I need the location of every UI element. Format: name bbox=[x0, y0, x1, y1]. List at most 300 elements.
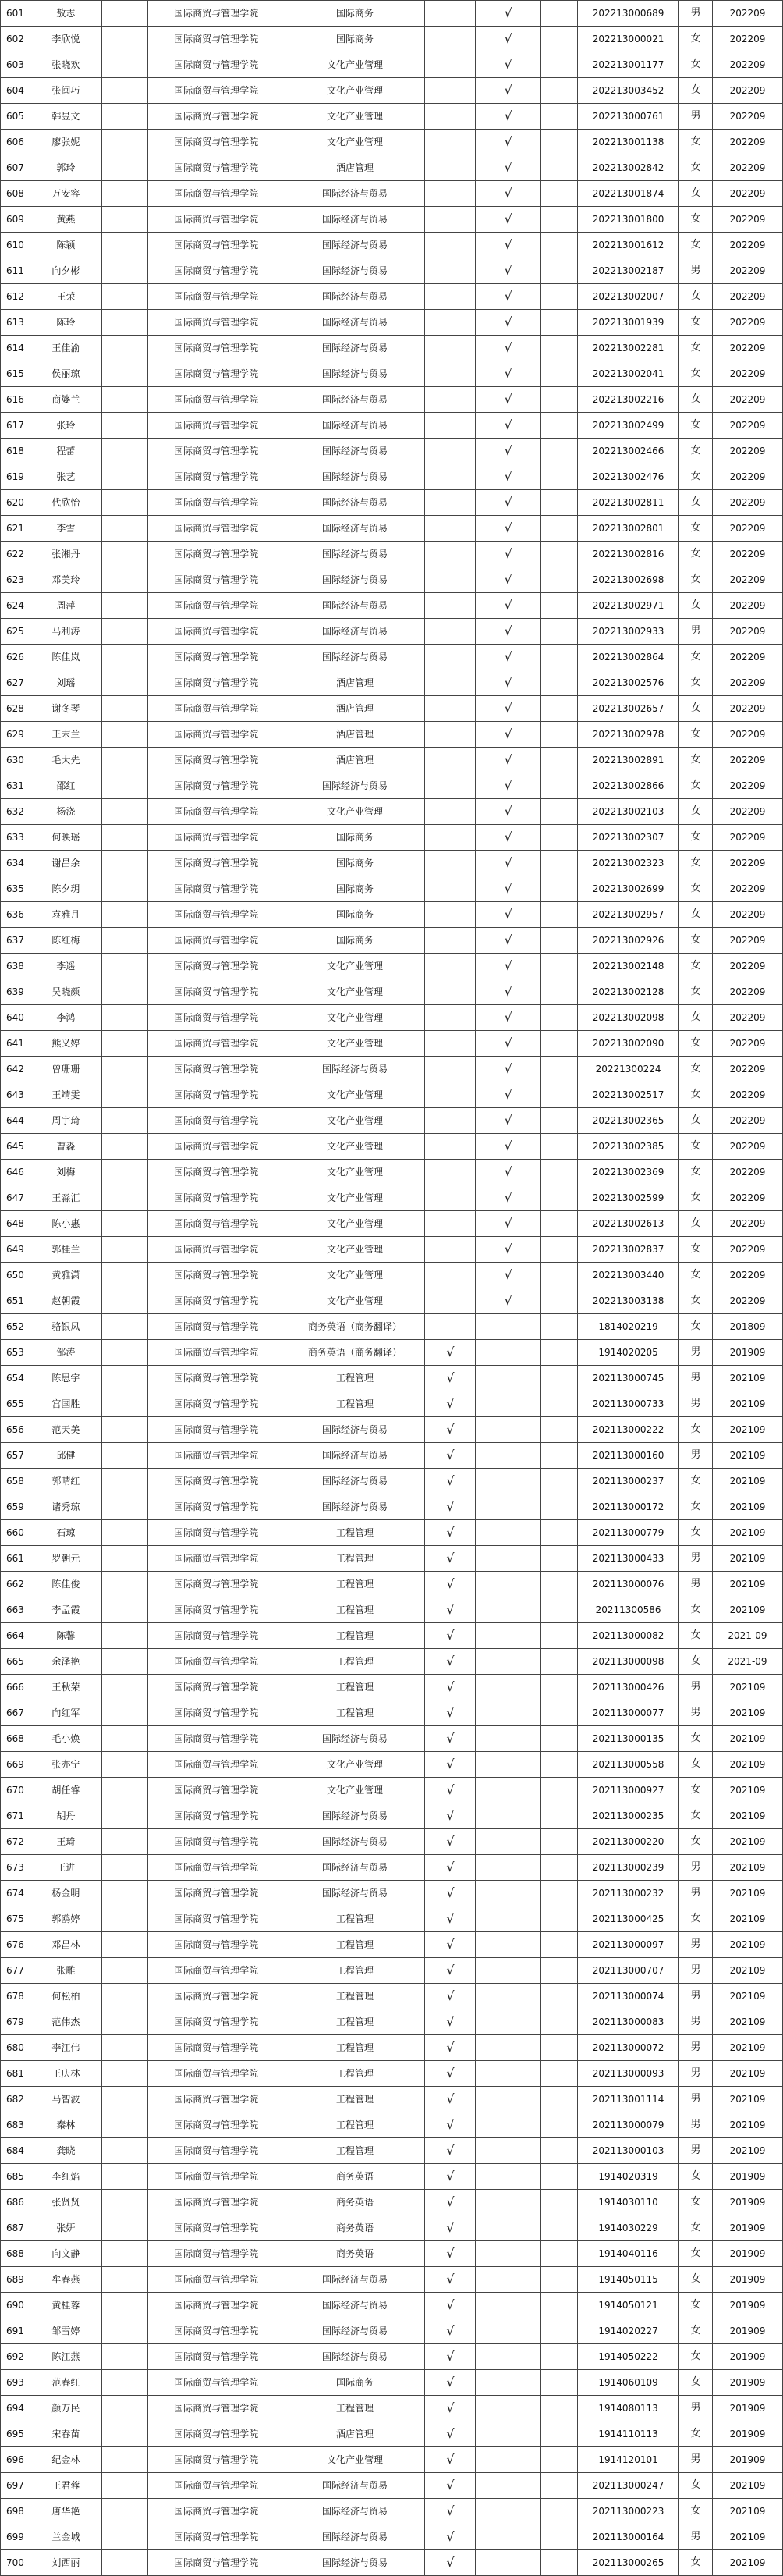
table-row bbox=[1, 258, 783, 284]
student-id-cell: 1914080113 bbox=[578, 2396, 679, 2421]
check-col-c-cell bbox=[541, 1597, 578, 1623]
student-name-cell: 张雕 bbox=[30, 1958, 101, 1984]
student-name-cell: 秦林 bbox=[30, 2112, 101, 2138]
check-col-b-cell: √ bbox=[476, 52, 541, 78]
student-name-cell: 邵红 bbox=[30, 773, 101, 799]
student-name-cell: 邱健 bbox=[30, 1443, 101, 1469]
blank-cell bbox=[101, 542, 147, 567]
sex-cell: 女 bbox=[679, 773, 713, 799]
student-name-cell: 何映瑶 bbox=[30, 825, 101, 851]
blank-cell bbox=[101, 1, 147, 27]
check-col-a-cell bbox=[425, 1005, 476, 1031]
student-id-cell: 202213002837 bbox=[578, 1237, 679, 1263]
blank-cell bbox=[101, 310, 147, 336]
check-col-c-cell bbox=[541, 464, 578, 490]
sex-cell: 女 bbox=[679, 851, 713, 876]
student-name-cell: 熊义婷 bbox=[30, 1031, 101, 1057]
check-col-a-cell: √ bbox=[425, 1391, 476, 1417]
student-id-cell: 202213002307 bbox=[578, 825, 679, 851]
table-row bbox=[1, 2524, 783, 2550]
table-row bbox=[1, 1082, 783, 1108]
row-number-cell: 658 bbox=[1, 1469, 30, 1494]
sex-cell: 女 bbox=[679, 567, 713, 593]
check-col-c-cell bbox=[541, 1778, 578, 1803]
student-id-cell: 202213002978 bbox=[578, 722, 679, 748]
check-col-a-cell: √ bbox=[425, 1546, 476, 1572]
sex-cell: 男 bbox=[679, 1984, 713, 2009]
student-name-cell: 侯丽琼 bbox=[30, 361, 101, 387]
check-col-a-cell bbox=[425, 825, 476, 851]
blank-cell bbox=[101, 181, 147, 207]
table-row bbox=[1, 773, 783, 799]
table-row bbox=[1, 1417, 783, 1443]
student-name-cell: 刘梅 bbox=[30, 1160, 101, 1185]
sex-cell: 女 bbox=[679, 1417, 713, 1443]
enroll-cohort-cell: 201909 bbox=[712, 2396, 782, 2421]
major-cell: 国际经济与贸易 bbox=[285, 1803, 425, 1829]
check-col-b-cell: √ bbox=[476, 490, 541, 516]
college-cell: 国际商贸与管理学院 bbox=[147, 567, 285, 593]
student-id-cell: 202113000083 bbox=[578, 2009, 679, 2035]
enroll-cohort-cell: 202209 bbox=[712, 825, 782, 851]
student-name-cell: 郭鸥婷 bbox=[30, 1906, 101, 1932]
check-col-a-cell bbox=[425, 155, 476, 181]
check-col-b-cell: √ bbox=[476, 722, 541, 748]
blank-cell bbox=[101, 1108, 147, 1134]
table-row bbox=[1, 1675, 783, 1700]
student-name-cell: 陈玲 bbox=[30, 310, 101, 336]
student-name-cell: 吴晓颜 bbox=[30, 979, 101, 1005]
row-number-cell: 684 bbox=[1, 2138, 30, 2164]
check-col-b-cell: √ bbox=[476, 1211, 541, 1237]
student-id-cell: 202213002957 bbox=[578, 902, 679, 928]
enroll-cohort-cell: 202109 bbox=[712, 1984, 782, 2009]
major-cell: 文化产业管理 bbox=[285, 1005, 425, 1031]
check-col-c-cell bbox=[541, 1263, 578, 1288]
major-cell: 文化产业管理 bbox=[285, 954, 425, 979]
college-cell: 国际商贸与管理学院 bbox=[147, 2550, 285, 2576]
row-number-cell: 699 bbox=[1, 2524, 30, 2550]
college-cell: 国际商贸与管理学院 bbox=[147, 2318, 285, 2344]
college-cell: 国际商贸与管理学院 bbox=[147, 902, 285, 928]
enroll-cohort-cell: 202209 bbox=[712, 1160, 782, 1185]
enroll-cohort-cell: 202109 bbox=[712, 2087, 782, 2112]
sex-cell: 男 bbox=[679, 1855, 713, 1881]
major-cell: 工程管理 bbox=[285, 1623, 425, 1649]
college-cell: 国际商贸与管理学院 bbox=[147, 1469, 285, 1494]
student-name-cell: 牟春燕 bbox=[30, 2267, 101, 2293]
enroll-cohort-cell: 202109 bbox=[712, 2550, 782, 2576]
major-cell: 文化产业管理 bbox=[285, 1108, 425, 1134]
check-col-a-cell bbox=[425, 902, 476, 928]
check-col-b-cell bbox=[476, 2267, 541, 2293]
student-id-cell: 202213002090 bbox=[578, 1031, 679, 1057]
check-col-a-cell bbox=[425, 851, 476, 876]
check-col-b-cell: √ bbox=[476, 1082, 541, 1108]
check-col-c-cell bbox=[541, 1160, 578, 1185]
table-row bbox=[1, 1263, 783, 1288]
college-cell: 国际商贸与管理学院 bbox=[147, 2164, 285, 2190]
sex-cell: 女 bbox=[679, 2293, 713, 2318]
student-id-cell: 202113000072 bbox=[578, 2035, 679, 2061]
major-cell: 国际商务 bbox=[285, 876, 425, 902]
college-cell: 国际商贸与管理学院 bbox=[147, 1546, 285, 1572]
student-name-cell: 王佳渝 bbox=[30, 336, 101, 361]
table-row bbox=[1, 2009, 783, 2035]
enroll-cohort-cell: 202109 bbox=[712, 1906, 782, 1932]
blank-cell bbox=[101, 155, 147, 181]
student-id-cell: 202213002801 bbox=[578, 516, 679, 542]
major-cell: 工程管理 bbox=[285, 1597, 425, 1623]
major-cell: 国际经济与贸易 bbox=[285, 1417, 425, 1443]
check-col-a-cell bbox=[425, 1237, 476, 1263]
sex-cell: 女 bbox=[679, 722, 713, 748]
blank-cell bbox=[101, 1881, 147, 1906]
major-cell: 酒店管理 bbox=[285, 2421, 425, 2447]
college-cell: 国际商贸与管理学院 bbox=[147, 954, 285, 979]
blank-cell bbox=[101, 2344, 147, 2370]
enroll-cohort-cell: 201909 bbox=[712, 2344, 782, 2370]
row-number-cell: 669 bbox=[1, 1752, 30, 1778]
sex-cell: 女 bbox=[679, 52, 713, 78]
check-col-a-cell: √ bbox=[425, 2421, 476, 2447]
check-col-a-cell bbox=[425, 876, 476, 902]
row-number-cell: 617 bbox=[1, 413, 30, 439]
check-col-a-cell: √ bbox=[425, 1597, 476, 1623]
major-cell: 酒店管理 bbox=[285, 670, 425, 696]
student-id-cell: 202113000172 bbox=[578, 1494, 679, 1520]
check-col-b-cell: √ bbox=[476, 670, 541, 696]
blank-cell bbox=[101, 1675, 147, 1700]
major-cell: 国际商务 bbox=[285, 902, 425, 928]
check-col-c-cell bbox=[541, 902, 578, 928]
college-cell: 国际商贸与管理学院 bbox=[147, 2138, 285, 2164]
table-row bbox=[1, 645, 783, 670]
student-name-cell: 范伟杰 bbox=[30, 2009, 101, 2035]
sex-cell: 男 bbox=[679, 2061, 713, 2087]
student-name-cell: 曹淼 bbox=[30, 1134, 101, 1160]
student-name-cell: 谢冬琴 bbox=[30, 696, 101, 722]
check-col-b-cell bbox=[476, 1391, 541, 1417]
table-row bbox=[1, 593, 783, 619]
sex-cell: 男 bbox=[679, 1932, 713, 1958]
sex-cell: 女 bbox=[679, 645, 713, 670]
blank-cell bbox=[101, 1237, 147, 1263]
row-number-cell: 660 bbox=[1, 1520, 30, 1546]
college-cell: 国际商贸与管理学院 bbox=[147, 2293, 285, 2318]
blank-cell bbox=[101, 464, 147, 490]
check-col-b-cell: √ bbox=[476, 1185, 541, 1211]
check-col-a-cell: √ bbox=[425, 2164, 476, 2190]
sex-cell: 女 bbox=[679, 2499, 713, 2524]
check-col-c-cell bbox=[541, 593, 578, 619]
check-col-b-cell: √ bbox=[476, 439, 541, 464]
check-col-c-cell bbox=[541, 1340, 578, 1366]
college-cell: 国际商贸与管理学院 bbox=[147, 1005, 285, 1031]
student-id-cell: 1914050222 bbox=[578, 2344, 679, 2370]
sex-cell: 女 bbox=[679, 284, 713, 310]
sex-cell: 女 bbox=[679, 2164, 713, 2190]
sex-cell: 男 bbox=[679, 1366, 713, 1391]
sex-cell: 女 bbox=[679, 593, 713, 619]
student-id-cell: 202213002816 bbox=[578, 542, 679, 567]
check-col-a-cell: √ bbox=[425, 2370, 476, 2396]
table-row bbox=[1, 439, 783, 464]
row-number-cell: 659 bbox=[1, 1494, 30, 1520]
table-row bbox=[1, 1108, 783, 1134]
sex-cell: 女 bbox=[679, 130, 713, 155]
student-name-cell: 郭晴红 bbox=[30, 1469, 101, 1494]
college-cell: 国际商贸与管理学院 bbox=[147, 2009, 285, 2035]
row-number-cell: 697 bbox=[1, 2473, 30, 2499]
check-col-c-cell bbox=[541, 2318, 578, 2344]
table-row bbox=[1, 2447, 783, 2473]
check-col-b-cell bbox=[476, 2318, 541, 2344]
enroll-cohort-cell: 201909 bbox=[712, 2293, 782, 2318]
blank-cell bbox=[101, 722, 147, 748]
major-cell: 国际经济与贸易 bbox=[285, 1726, 425, 1752]
check-col-b-cell: √ bbox=[476, 748, 541, 773]
check-col-a-cell bbox=[425, 464, 476, 490]
check-col-c-cell bbox=[541, 1082, 578, 1108]
check-col-a-cell: √ bbox=[425, 1984, 476, 2009]
table-row bbox=[1, 2550, 783, 2576]
row-number-cell: 621 bbox=[1, 516, 30, 542]
student-name-cell: 袁雅月 bbox=[30, 902, 101, 928]
major-cell: 国际商务 bbox=[285, 928, 425, 954]
check-col-b-cell bbox=[476, 2524, 541, 2550]
student-name-cell: 张湘丹 bbox=[30, 542, 101, 567]
student-id-cell: 1914050121 bbox=[578, 2293, 679, 2318]
check-col-c-cell bbox=[541, 361, 578, 387]
check-col-b-cell: √ bbox=[476, 464, 541, 490]
enroll-cohort-cell: 202209 bbox=[712, 336, 782, 361]
major-cell: 国际经济与贸易 bbox=[285, 1881, 425, 1906]
blank-cell bbox=[101, 1778, 147, 1803]
table-row bbox=[1, 1803, 783, 1829]
enroll-cohort-cell: 202109 bbox=[712, 1855, 782, 1881]
check-col-b-cell bbox=[476, 1906, 541, 1932]
check-col-c-cell bbox=[541, 2524, 578, 2550]
blank-cell bbox=[101, 284, 147, 310]
student-id-cell: 202213001939 bbox=[578, 310, 679, 336]
row-number-cell: 687 bbox=[1, 2215, 30, 2241]
check-col-c-cell bbox=[541, 2164, 578, 2190]
blank-cell bbox=[101, 1752, 147, 1778]
enroll-cohort-cell: 202109 bbox=[712, 1700, 782, 1726]
enroll-cohort-cell: 202109 bbox=[712, 1443, 782, 1469]
college-cell: 国际商贸与管理学院 bbox=[147, 78, 285, 104]
row-number-cell: 646 bbox=[1, 1160, 30, 1185]
check-col-b-cell bbox=[476, 2550, 541, 2576]
sex-cell: 男 bbox=[679, 619, 713, 645]
check-col-c-cell bbox=[541, 1649, 578, 1675]
row-number-cell: 642 bbox=[1, 1057, 30, 1082]
major-cell: 国际经济与贸易 bbox=[285, 233, 425, 258]
table-row bbox=[1, 1340, 783, 1366]
check-col-c-cell bbox=[541, 1803, 578, 1829]
college-cell: 国际商贸与管理学院 bbox=[147, 1700, 285, 1726]
student-id-cell: 202213002041 bbox=[578, 361, 679, 387]
student-id-cell: 202213002599 bbox=[578, 1185, 679, 1211]
check-col-c-cell bbox=[541, 1108, 578, 1134]
major-cell: 国际经济与贸易 bbox=[285, 619, 425, 645]
sex-cell: 男 bbox=[679, 2112, 713, 2138]
row-number-cell: 693 bbox=[1, 2370, 30, 2396]
college-cell: 国际商贸与管理学院 bbox=[147, 1417, 285, 1443]
college-cell: 国际商贸与管理学院 bbox=[147, 2035, 285, 2061]
check-col-c-cell bbox=[541, 1366, 578, 1391]
check-col-c-cell bbox=[541, 336, 578, 361]
check-col-c-cell bbox=[541, 2112, 578, 2138]
student-id-cell: 202113001114 bbox=[578, 2087, 679, 2112]
check-col-a-cell bbox=[425, 979, 476, 1005]
check-col-c-cell bbox=[541, 181, 578, 207]
major-cell: 国际经济与贸易 bbox=[285, 773, 425, 799]
college-cell: 国际商贸与管理学院 bbox=[147, 1057, 285, 1082]
check-col-a-cell: √ bbox=[425, 2318, 476, 2344]
check-col-c-cell bbox=[541, 52, 578, 78]
enroll-cohort-cell: 201909 bbox=[712, 2318, 782, 2344]
enroll-cohort-cell: 201909 bbox=[712, 2421, 782, 2447]
student-name-cell: 王君蓉 bbox=[30, 2473, 101, 2499]
blank-cell bbox=[101, 799, 147, 825]
student-name-cell: 毛小焕 bbox=[30, 1726, 101, 1752]
blank-cell bbox=[101, 670, 147, 696]
table-row bbox=[1, 1134, 783, 1160]
check-col-a-cell: √ bbox=[425, 2524, 476, 2550]
blank-cell bbox=[101, 928, 147, 954]
blank-cell bbox=[101, 1417, 147, 1443]
check-col-a-cell bbox=[425, 645, 476, 670]
major-cell: 国际经济与贸易 bbox=[285, 516, 425, 542]
table-row bbox=[1, 2112, 783, 2138]
row-number-cell: 606 bbox=[1, 130, 30, 155]
student-name-cell: 廖张妮 bbox=[30, 130, 101, 155]
blank-cell bbox=[101, 233, 147, 258]
check-col-b-cell: √ bbox=[476, 27, 541, 52]
major-cell: 酒店管理 bbox=[285, 696, 425, 722]
check-col-a-cell bbox=[425, 181, 476, 207]
check-col-b-cell: √ bbox=[476, 78, 541, 104]
check-col-b-cell bbox=[476, 1649, 541, 1675]
major-cell: 商务英语 bbox=[285, 2241, 425, 2267]
blank-cell bbox=[101, 1057, 147, 1082]
major-cell: 酒店管理 bbox=[285, 748, 425, 773]
enroll-cohort-cell: 2021-09 bbox=[712, 1623, 782, 1649]
check-col-a-cell: √ bbox=[425, 2241, 476, 2267]
row-number-cell: 649 bbox=[1, 1237, 30, 1263]
enroll-cohort-cell: 202109 bbox=[712, 1881, 782, 1906]
sex-cell: 女 bbox=[679, 1597, 713, 1623]
college-cell: 国际商贸与管理学院 bbox=[147, 1803, 285, 1829]
row-number-cell: 632 bbox=[1, 799, 30, 825]
student-name-cell: 邹雪婷 bbox=[30, 2318, 101, 2344]
college-cell: 国际商贸与管理学院 bbox=[147, 1366, 285, 1391]
student-name-cell: 谢昌余 bbox=[30, 851, 101, 876]
table-row bbox=[1, 130, 783, 155]
major-cell: 国际经济与贸易 bbox=[285, 567, 425, 593]
student-id-cell: 202213002148 bbox=[578, 954, 679, 979]
student-id-cell: 202113000223 bbox=[578, 2499, 679, 2524]
major-cell: 工程管理 bbox=[285, 1700, 425, 1726]
table-row bbox=[1, 2215, 783, 2241]
major-cell: 国际商务 bbox=[285, 1, 425, 27]
sex-cell: 女 bbox=[679, 387, 713, 413]
row-number-cell: 652 bbox=[1, 1314, 30, 1340]
major-cell: 工程管理 bbox=[285, 2138, 425, 2164]
blank-cell bbox=[101, 1700, 147, 1726]
student-name-cell: 张玲 bbox=[30, 413, 101, 439]
check-col-c-cell bbox=[541, 773, 578, 799]
college-cell: 国际商贸与管理学院 bbox=[147, 2112, 285, 2138]
blank-cell bbox=[101, 104, 147, 130]
student-id-cell: 202213002323 bbox=[578, 851, 679, 876]
enroll-cohort-cell: 202109 bbox=[712, 2473, 782, 2499]
row-number-cell: 654 bbox=[1, 1366, 30, 1391]
row-number-cell: 608 bbox=[1, 181, 30, 207]
major-cell: 国际经济与贸易 bbox=[285, 413, 425, 439]
check-col-a-cell: √ bbox=[425, 1494, 476, 1520]
enroll-cohort-cell: 202209 bbox=[712, 1005, 782, 1031]
table-row bbox=[1, 516, 783, 542]
check-col-a-cell: √ bbox=[425, 2293, 476, 2318]
check-col-a-cell: √ bbox=[425, 1572, 476, 1597]
table-row bbox=[1, 284, 783, 310]
check-col-c-cell bbox=[541, 696, 578, 722]
student-name-cell: 王末兰 bbox=[30, 722, 101, 748]
blank-cell bbox=[101, 1520, 147, 1546]
check-col-c-cell bbox=[541, 1134, 578, 1160]
student-id-cell: 1914030110 bbox=[578, 2190, 679, 2215]
check-col-b-cell: √ bbox=[476, 593, 541, 619]
check-col-a-cell: √ bbox=[425, 1366, 476, 1391]
table-row bbox=[1, 1057, 783, 1082]
check-col-b-cell bbox=[476, 2061, 541, 2087]
check-col-b-cell bbox=[476, 2190, 541, 2215]
row-number-cell: 653 bbox=[1, 1340, 30, 1366]
enroll-cohort-cell: 202209 bbox=[712, 542, 782, 567]
check-col-b-cell: √ bbox=[476, 1005, 541, 1031]
table-row bbox=[1, 361, 783, 387]
table-row bbox=[1, 1752, 783, 1778]
enroll-cohort-cell: 202109 bbox=[712, 1932, 782, 1958]
check-col-c-cell bbox=[541, 2499, 578, 2524]
check-col-b-cell bbox=[476, 1417, 541, 1443]
student-name-cell: 郭玲 bbox=[30, 155, 101, 181]
check-col-b-cell bbox=[476, 1469, 541, 1494]
student-name-cell: 余泽艳 bbox=[30, 1649, 101, 1675]
sex-cell: 女 bbox=[679, 1623, 713, 1649]
student-id-cell: 202113000097 bbox=[578, 1932, 679, 1958]
student-name-cell: 张艺 bbox=[30, 464, 101, 490]
blank-cell bbox=[101, 1391, 147, 1417]
check-col-c-cell bbox=[541, 2138, 578, 2164]
check-col-c-cell bbox=[541, 1314, 578, 1340]
college-cell: 国际商贸与管理学院 bbox=[147, 2087, 285, 2112]
college-cell: 国际商贸与管理学院 bbox=[147, 490, 285, 516]
row-number-cell: 673 bbox=[1, 1855, 30, 1881]
blank-cell bbox=[101, 1494, 147, 1520]
table-row bbox=[1, 1443, 783, 1469]
major-cell: 工程管理 bbox=[285, 2035, 425, 2061]
student-id-cell: 20211300586 bbox=[578, 1597, 679, 1623]
check-col-a-cell bbox=[425, 233, 476, 258]
major-cell: 文化产业管理 bbox=[285, 104, 425, 130]
check-col-b-cell: √ bbox=[476, 387, 541, 413]
sex-cell: 女 bbox=[679, 1108, 713, 1134]
sex-cell: 女 bbox=[679, 2473, 713, 2499]
